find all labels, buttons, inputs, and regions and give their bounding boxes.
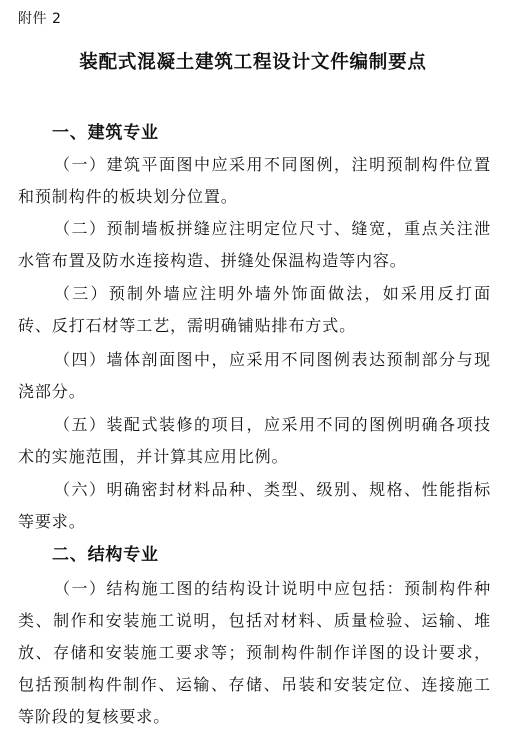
paragraph-architecture-4: （四）墙体剖面图中，应采用不同图例表达预制部分与现浇部分。 [18,350,491,401]
paragraph-architecture-5: （五）装配式装修的项目，应采用不同的图例明确各项技术的实施范围，并计算其应用比例。 [18,415,491,466]
document-title: 装配式混凝土建筑工程设计文件编制要点 [79,52,427,73]
paragraph-architecture-2: （二）预制墙板拼缝应注明定位尺寸、缝宽，重点关注泄水管布置及防水连接构造、拼缝处保温构造等内容。 [18,219,491,270]
paragraph-architecture-3: （三）预制外墙应注明外墙外饰面做法，如采用反打面砖、反打石材等工艺，需明确铺贴排布方式。 [18,284,491,335]
paragraph-architecture-6: （六）明确密封材料品种、类型、级别、规格、性能指标等要求。 [18,480,491,531]
section-heading-structure: 二、结构专业 [52,545,159,565]
paragraph-structure-1: （一）结构施工图的结构设计说明中应包括：预制构件种类、制作和安装施工说明，包括对材料、质量检验、运输、堆放、存储和安装施工要求等；预制构件制作详图的设计要求，包括预制构件制作、运输、存储、吊装和安装定位、连接施工等阶段的复核要求。 [18,579,491,726]
paragraph-architecture-1: （一）建筑平面图中应采用不同图例，注明预制构件位置和预制构件的板块划分位置。 [18,155,491,206]
section-heading-architecture: 一、建筑专业 [52,123,159,143]
attachment-label: 附件 2 [18,11,62,27]
